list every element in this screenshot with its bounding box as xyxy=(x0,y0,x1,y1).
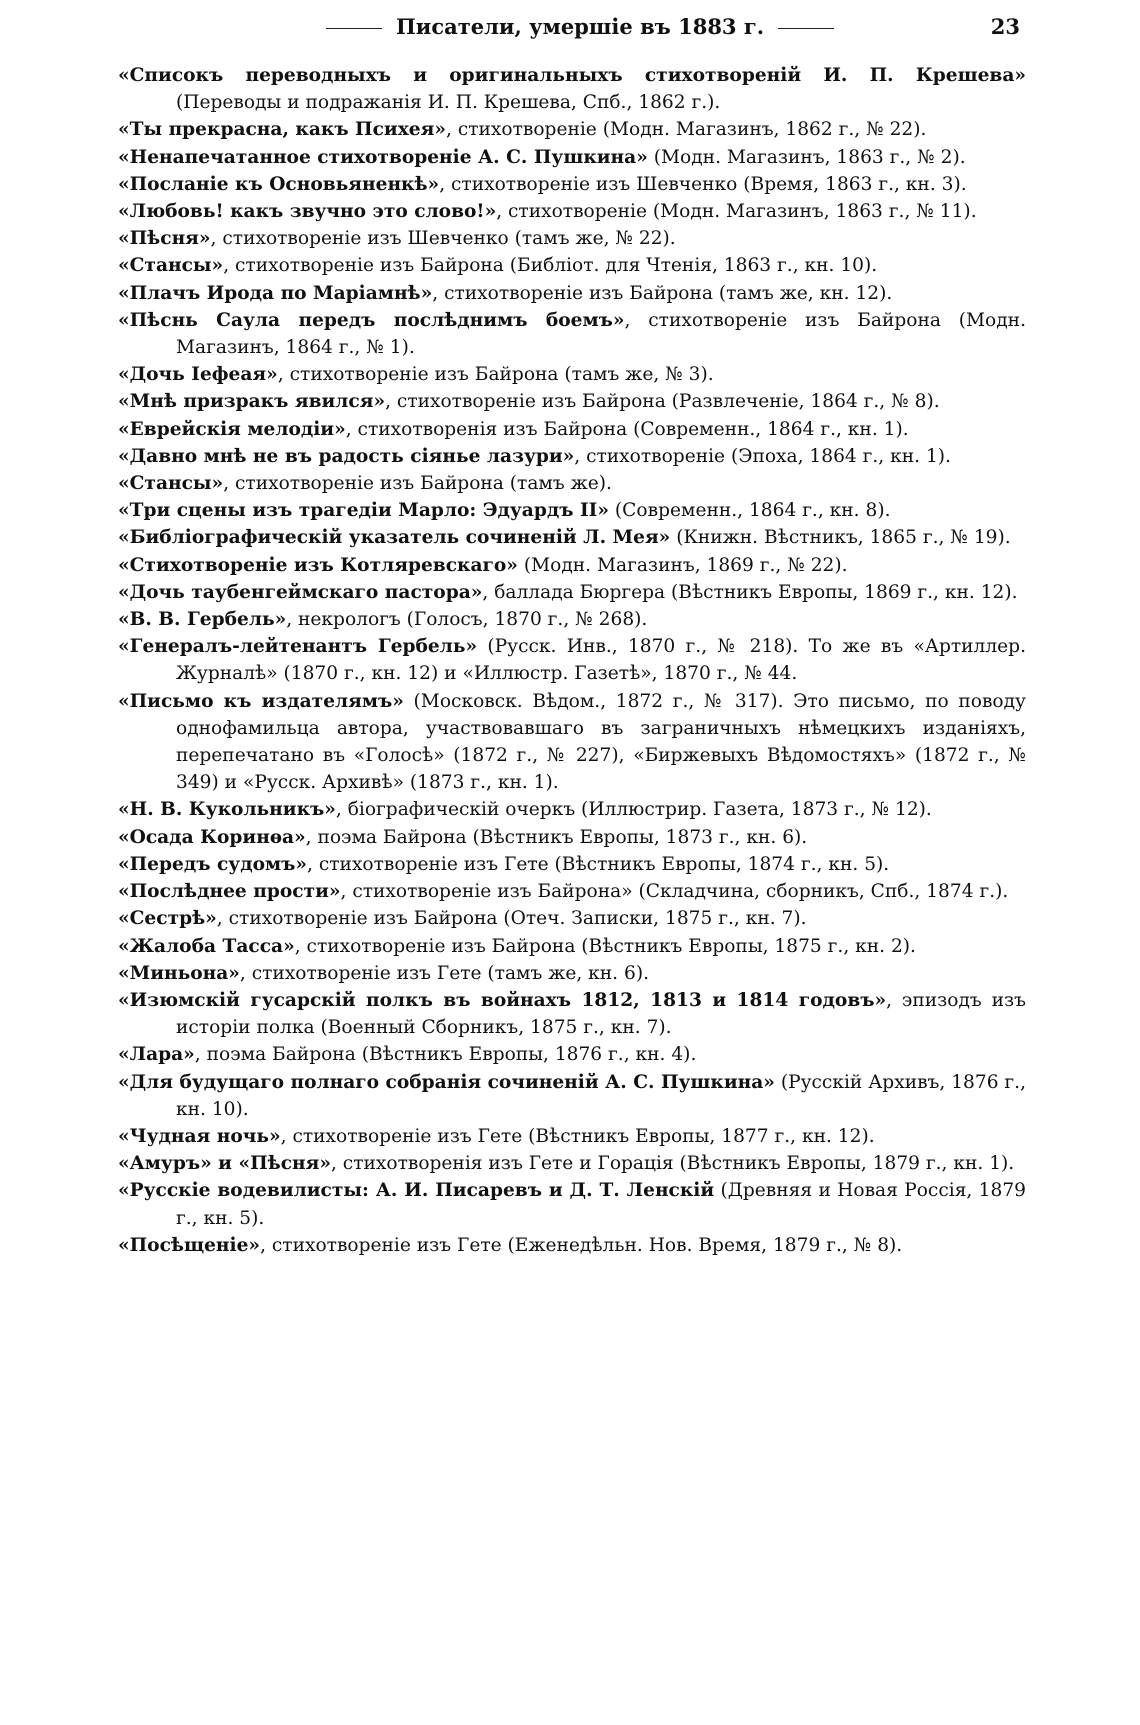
bibliography-entry xyxy=(118,1123,1026,1150)
entry-details: , эпизодъ изъ исторіи полка (Военный Сборникъ, 1875 г., кн. 7). xyxy=(176,989,1026,1039)
entry-details: , стихотвореніе изъ Гете (Вѣстникъ Европы, 1877 г., кн. 12). xyxy=(280,1125,875,1147)
bibliography-entry xyxy=(118,579,1026,606)
entry-details: , поэма Байрона (Вѣстникъ Европы, 1873 г., кн. 6). xyxy=(305,826,808,848)
entry-details: , стихотвореніе (Модн. Магазинъ, 1862 г., № 22). xyxy=(446,119,927,141)
entry-title: «Плачъ Ирода по Маріамнѣ» xyxy=(118,282,433,304)
entry-details: (Переводы и подражанія И. П. Крешева, Спб., 1862 г.). xyxy=(176,92,721,114)
entry-title: «Три сцены изъ трагедіи Марло: Эдуардъ II» xyxy=(118,500,610,522)
entry-title: «Посѣщеніе» xyxy=(118,1234,261,1256)
entry-title: «Генералъ-лейтенантъ Гербель» xyxy=(118,636,478,658)
entry-details: , стихотвореніе изъ Байрона (Развлеченіе, 1864 г., № 8). xyxy=(385,391,940,413)
entry-title: «Амуръ» и «Пѣсня» xyxy=(118,1153,331,1175)
entry-details: (Русск. Инв., 1870 г., № 218). То же въ «Артиллер. Журналѣ» (1870 г., кн. 12) и «Иллюстр. Газетѣ», 1870 г., № 44. xyxy=(176,636,1026,685)
entry-details: (Московск. Вѣдом., 1872 г., № 317). Это письмо, по поводу однофамильца автора, участвовавшаго въ заграничныхъ нѣмецкихъ изданіяхъ, перепечатано въ «Голосѣ» (1872 г., № 227), «Биржевыхъ Вѣдомостяхъ» (1872 г., № 349) и «Русск. Архивѣ» (1873 г., кн. 1). xyxy=(176,690,1026,794)
bibliography-entry xyxy=(118,252,1026,279)
entry-details: , стихотворенія изъ Гете и Горація (Вѣстникъ Европы, 1879 г., кн. 1). xyxy=(330,1153,1015,1175)
entry-title: «Мнѣ призракъ явился» xyxy=(118,391,386,413)
entry-title: «Стансы» xyxy=(118,473,224,495)
bibliography-entry xyxy=(118,524,1026,551)
bibliography-entry xyxy=(118,144,1026,171)
running-header xyxy=(300,14,860,39)
entry-details: (Книжн. Вѣстникъ, 1865 г., № 19). xyxy=(670,527,1011,549)
entry-details: , стихотвореніе изъ Байрона (тамъ же, № 3). xyxy=(277,364,714,386)
entry-title: «Дочь таубенгеймскаго пастора» xyxy=(118,581,483,603)
bibliography-entry xyxy=(118,416,1026,443)
bibliography-entry xyxy=(118,878,1026,905)
bibliography-entry xyxy=(118,1041,1026,1068)
bibliography-entry xyxy=(118,933,1026,960)
entry-details: , стихотвореніе (Эпоха, 1864 г., кн. 1). xyxy=(574,445,951,467)
entry-details: , некрологъ (Голосъ, 1870 г., № 268). xyxy=(286,609,648,631)
entry-title: «Ненапечатанное стихотвореніе А. С. Пушкина» xyxy=(118,146,648,168)
entry-title: «Еврейскія мелодіи» xyxy=(118,418,346,440)
entry-details: , поэма Байрона (Вѣстникъ Европы, 1876 г., кн. 4). xyxy=(194,1044,697,1066)
entry-title: «Пѣсня» xyxy=(118,228,211,250)
bibliography-entry xyxy=(118,824,1026,851)
entry-title: «Стансы» xyxy=(118,255,224,277)
entry-details: (Модн. Магазинъ, 1869 г., № 22). xyxy=(517,554,848,576)
entry-details: , стихотвореніе изъ Шевченко (тамъ же, № 22). xyxy=(210,228,676,250)
bibliography-entry xyxy=(118,470,1026,497)
entry-details: , стихотворенія изъ Байрона (Современн., 1864 г., кн. 1). xyxy=(345,418,909,440)
bibliography-entry xyxy=(118,688,1026,797)
bibliography-entry xyxy=(118,633,1026,687)
entry-details: , стихотвореніе изъ Байрона» (Складчина, сборникъ, Спб., 1874 г.). xyxy=(340,881,1009,903)
header-rule-right xyxy=(778,28,834,29)
entry-title: «Дочь Іефеая» xyxy=(118,364,278,386)
entry-details: (Русскій Архивъ, 1876 г., кн. 10). xyxy=(176,1071,1026,1120)
entry-details: , біографическій очеркъ (Иллюстрир. Газета, 1873 г., № 12). xyxy=(335,799,932,821)
bibliography-entry xyxy=(118,987,1026,1041)
bibliography-entry xyxy=(118,62,1026,116)
entry-details: (Модн. Магазинъ, 1863 г., № 2). xyxy=(647,146,966,168)
entry-title: «Ты прекрасна, какъ Психея» xyxy=(118,119,446,141)
entry-title: «Списокъ переводныхъ и оригинальныхъ стихотвореній И. П. Крешева» xyxy=(118,65,1026,86)
entry-details: (Древняя и Новая Россія, 1879 г., кн. 5). xyxy=(176,1180,1026,1229)
running-title: Писатели, умершіе въ 1883 г. xyxy=(395,14,765,39)
entry-title: «Библіографическій указатель сочиненій Л. Мея» xyxy=(118,527,671,549)
entry-title: «Н. В. Кукольникъ» xyxy=(118,799,336,821)
entry-title: «Любовь! какъ звучно это слово!» xyxy=(118,201,497,223)
entry-details: , стихотвореніе изъ Гете (Вѣстникъ Европы, 1874 г., кн. 5). xyxy=(307,853,890,875)
entry-title: «Для будущаго полнаго собранія сочиненій А. С. Пушкина» xyxy=(118,1071,775,1093)
entry-title: «Стихотвореніе изъ Котляревскаго» xyxy=(118,554,518,576)
bibliography-entry xyxy=(118,851,1026,878)
bibliography-entry xyxy=(118,280,1026,307)
header-rule-left xyxy=(326,28,382,29)
entry-title: «Послѣднее прости» xyxy=(118,881,341,903)
entry-details: , стихотвореніе (Модн. Магазинъ, 1863 г., № 11). xyxy=(496,201,977,223)
entry-title: «Русскіе водевилисты: А. И. Писаревъ и Д. Т. Ленскій xyxy=(118,1180,715,1202)
bibliography-entry xyxy=(118,388,1026,415)
bibliography-entry xyxy=(118,606,1026,633)
entry-title: «Осада Коринѳа» xyxy=(118,826,306,848)
entry-title: «Посланіе къ Основьяненкѣ» xyxy=(118,173,440,195)
entry-details: , стихотвореніе изъ Гете (тамъ же, кн. 6). xyxy=(239,962,649,984)
entry-title: «Чудная ночь» xyxy=(118,1125,281,1147)
entry-title: «Давно мнѣ не въ радость сіянье лазури» xyxy=(118,445,575,467)
bibliography-entry xyxy=(118,307,1026,361)
entry-details: , баллада Бюргера (Вѣстникъ Европы, 1869 г., кн. 12). xyxy=(482,581,1018,603)
entry-title: «Жалоба Тасса» xyxy=(118,935,295,957)
entry-details: , стихотвореніе изъ Байрона (тамъ же). xyxy=(223,473,612,495)
entry-details: , стихотвореніе изъ Шевченко (Время, 1863 г., кн. 3). xyxy=(439,173,967,195)
bibliography-entry xyxy=(118,1069,1026,1123)
entry-details: , стихотвореніе изъ Байрона (Вѣстникъ Европы, 1875 г., кн. 2). xyxy=(294,935,916,957)
entry-details: , стихотвореніе изъ Байрона (тамъ же, кн. 12). xyxy=(432,282,893,304)
page-number: 23 xyxy=(990,14,1020,39)
bibliography-entry xyxy=(118,1150,1026,1177)
entry-details: , стихотвореніе изъ Байрона (Библіот. для Чтенія, 1863 г., кн. 10). xyxy=(223,255,878,277)
entry-title: «Лара» xyxy=(118,1044,195,1066)
entry-title: «Пѣснь Саула передъ послѣднимъ боемъ» xyxy=(118,309,625,331)
entry-title: «Изюмскій гусарскій полкъ въ войнахъ 1812, 1813 и 1814 годовъ» xyxy=(118,989,887,1011)
entry-details: , стихотвореніе изъ Байрона (Отеч. Записки, 1875 г., кн. 7). xyxy=(216,908,807,930)
bibliography-entry xyxy=(118,443,1026,470)
entry-details: (Современн., 1864 г., кн. 8). xyxy=(609,500,891,522)
bibliography-entry xyxy=(118,116,1026,143)
bibliography-entry xyxy=(118,1232,1026,1259)
bibliography-entry xyxy=(118,225,1026,252)
entry-title: «Миньона» xyxy=(118,962,240,984)
bibliography-entry xyxy=(118,796,1026,823)
bibliography-entry xyxy=(118,960,1026,987)
entry-title: «Письмо къ издателямъ» xyxy=(118,690,404,712)
bibliography-entry xyxy=(118,905,1026,932)
entry-title: «Сестрѣ» xyxy=(118,908,217,930)
bibliography-entry xyxy=(118,361,1026,388)
bibliography-entry xyxy=(118,1177,1026,1231)
bibliography-list xyxy=(118,62,1026,1259)
entry-title: «Передъ судомъ» xyxy=(118,853,308,875)
bibliography-entry xyxy=(118,552,1026,579)
bibliography-entry xyxy=(118,497,1026,524)
entry-title: «В. В. Гербель» xyxy=(118,609,287,631)
entry-details: , стихотвореніе изъ Байрона (Модн. Магазинъ, 1864 г., № 1). xyxy=(176,309,1026,359)
bibliography-entry xyxy=(118,171,1026,198)
bibliography-entry xyxy=(118,198,1026,225)
entry-details: , стихотвореніе изъ Гете (Еженедѣльн. Нов. Время, 1879 г., № 8). xyxy=(260,1234,903,1256)
